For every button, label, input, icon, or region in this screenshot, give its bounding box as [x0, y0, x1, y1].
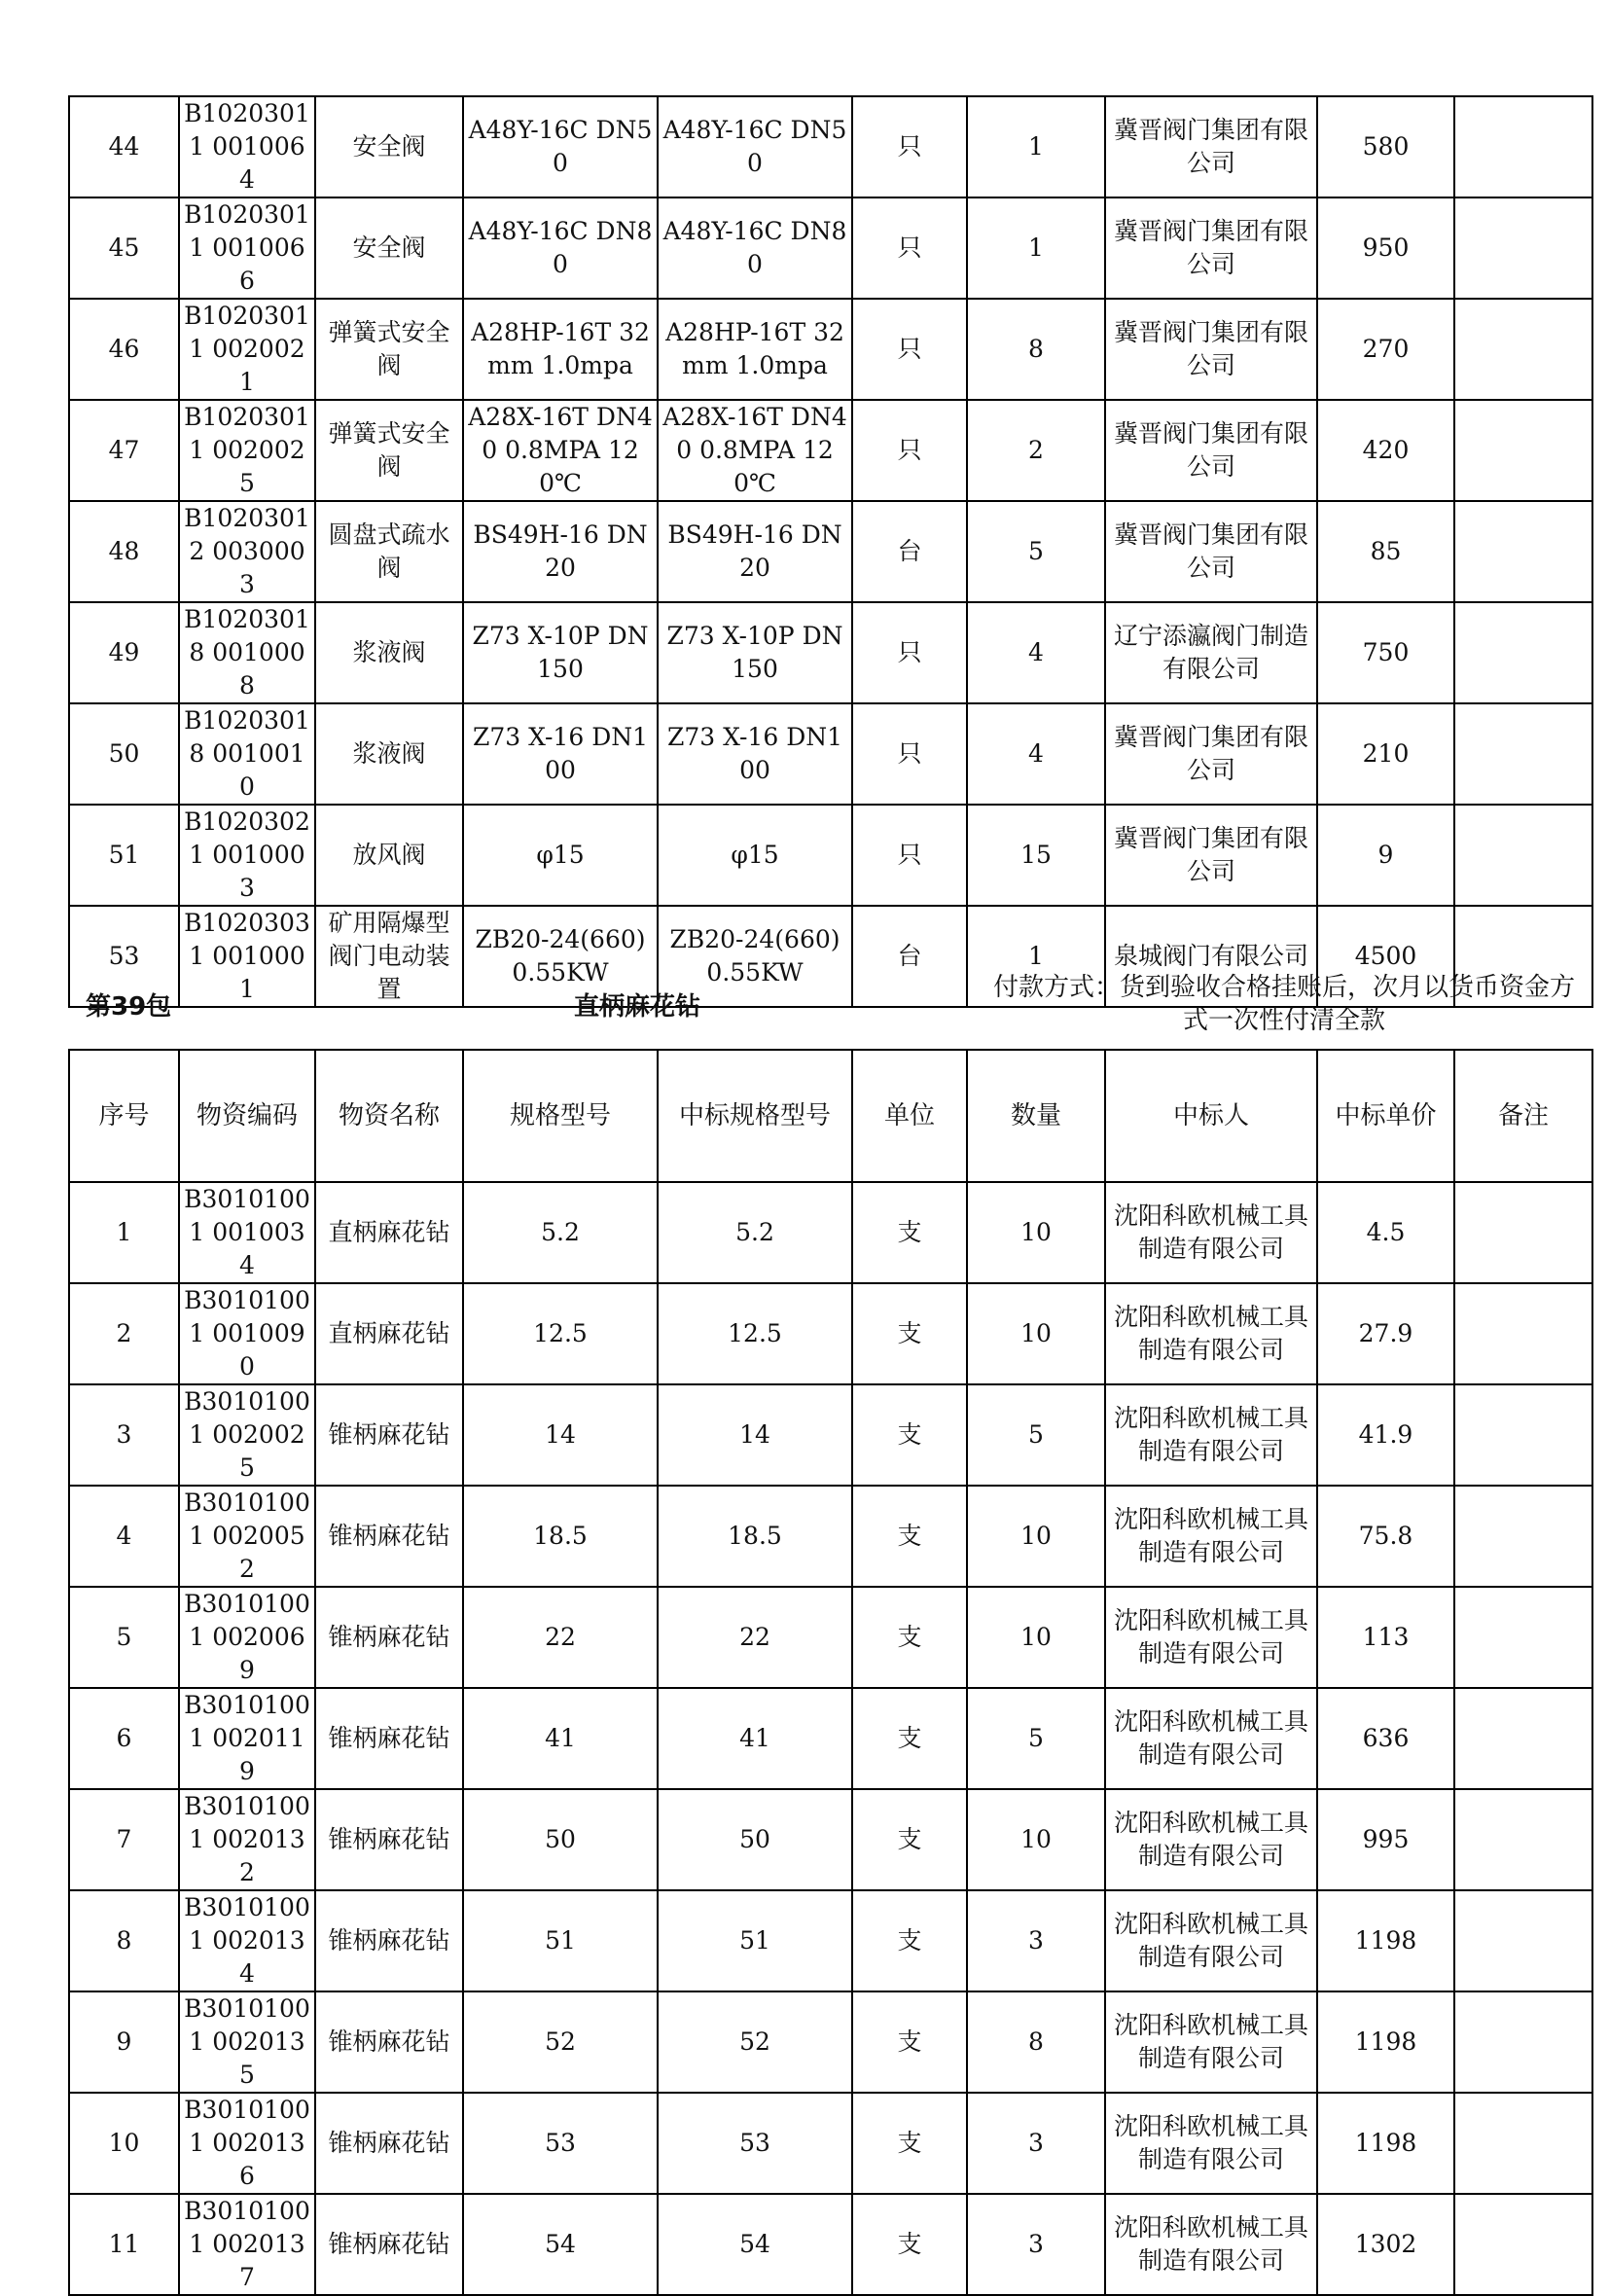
- package-label: 第39包: [86, 992, 172, 1022]
- cell-remark: [1454, 1587, 1592, 1688]
- cell-winner: 沈阳科欧机械工具制造有限公司: [1105, 1587, 1317, 1688]
- cell-no: 53: [69, 906, 179, 1007]
- table-row: [69, 1384, 1592, 1486]
- cell-winner: 沈阳科欧机械工具制造有限公司: [1105, 1384, 1317, 1486]
- cell-price: 1302: [1317, 2194, 1454, 2295]
- header-unit: 单位: [852, 1050, 967, 1182]
- cell-remark: [1454, 1486, 1592, 1587]
- cell-name: 弹簧式安全阀: [315, 299, 463, 400]
- cell-no: 50: [69, 703, 179, 805]
- cell-no: 51: [69, 805, 179, 906]
- cell-qty: 4: [967, 703, 1105, 805]
- cell-no: 9: [69, 1991, 179, 2093]
- cell-winner: 辽宁添瀛阀门制造有限公司: [1105, 602, 1317, 703]
- cell-unit: 只: [852, 602, 967, 703]
- table-row: [69, 602, 1592, 703]
- cell-unit: 台: [852, 906, 967, 1007]
- cell-spec: A48Y-16C DN80: [463, 197, 658, 299]
- cell-remark: [1454, 703, 1592, 805]
- cell-name: 矿用隔爆型阀门电动装置: [315, 906, 463, 1007]
- cell-price: 113: [1317, 1587, 1454, 1688]
- cell-spec: 18.5: [463, 1486, 658, 1587]
- cell-price: 636: [1317, 1688, 1454, 1789]
- header-winner: 中标人: [1105, 1050, 1317, 1182]
- cell-code: B10203021 0010003: [179, 805, 315, 906]
- cell-bid-spec: Z73 X-16 DN100: [658, 703, 852, 805]
- table-row: [69, 1789, 1592, 1890]
- cell-qty: 8: [967, 1991, 1105, 2093]
- cell-spec: 50: [463, 1789, 658, 1890]
- cell-spec: 5.2: [463, 1182, 658, 1283]
- table-row: [69, 96, 1592, 197]
- cell-no: 11: [69, 2194, 179, 2295]
- cell-name: 锥柄麻花钻: [315, 1486, 463, 1587]
- cell-bid-spec: 53: [658, 2093, 852, 2194]
- cell-winner: 冀晋阀门集团有限公司: [1105, 400, 1317, 501]
- cell-spec: 53: [463, 2093, 658, 2194]
- cell-code: B30101001 0020136: [179, 2093, 315, 2194]
- cell-winner: 泉城阀门有限公司: [1105, 906, 1317, 1007]
- cell-qty: 5: [967, 501, 1105, 602]
- cell-name: 放风阀: [315, 805, 463, 906]
- table-row: [69, 2194, 1592, 2295]
- cell-remark: [1454, 1384, 1592, 1486]
- table-row: [69, 1486, 1592, 1587]
- table-row: [69, 1182, 1592, 1283]
- cell-bid-spec: 5.2: [658, 1182, 852, 1283]
- cell-winner: 沈阳科欧机械工具制造有限公司: [1105, 1991, 1317, 2093]
- cell-unit: 支: [852, 1182, 967, 1283]
- cell-price: 75.8: [1317, 1486, 1454, 1587]
- cell-bid-spec: A28HP-16T 32mm 1.0mpa: [658, 299, 852, 400]
- cell-spec: 12.5: [463, 1283, 658, 1384]
- cell-bid-spec: φ15: [658, 805, 852, 906]
- cell-code: B30101001 0010090: [179, 1283, 315, 1384]
- cell-remark: [1454, 197, 1592, 299]
- header-bid-spec: 中标规格型号: [658, 1050, 852, 1182]
- cell-qty: 4: [967, 602, 1105, 703]
- cell-code: B10203018 0010008: [179, 602, 315, 703]
- cell-unit: 支: [852, 1384, 967, 1486]
- cell-code: B30101001 0020132: [179, 1789, 315, 1890]
- table-row: [69, 1688, 1592, 1789]
- cell-remark: [1454, 805, 1592, 906]
- cell-price: 4500: [1317, 906, 1454, 1007]
- cell-spec: 14: [463, 1384, 658, 1486]
- cell-winner: 沈阳科欧机械工具制造有限公司: [1105, 1789, 1317, 1890]
- cell-no: 7: [69, 1789, 179, 1890]
- table-row: [69, 1587, 1592, 1688]
- cell-name: 圆盘式疏水阀: [315, 501, 463, 602]
- cell-unit: 支: [852, 2194, 967, 2295]
- cell-no: 5: [69, 1587, 179, 1688]
- header-spec: 规格型号: [463, 1050, 658, 1182]
- table-row: [69, 1890, 1592, 1991]
- header-price: 中标单价: [1317, 1050, 1454, 1182]
- table-row: [69, 400, 1592, 501]
- cell-remark: [1454, 1890, 1592, 1991]
- cell-unit: 支: [852, 1991, 967, 2093]
- cell-name: 锥柄麻花钻: [315, 2194, 463, 2295]
- cell-price: 995: [1317, 1789, 1454, 1890]
- cell-price: 270: [1317, 299, 1454, 400]
- cell-price: 210: [1317, 703, 1454, 805]
- cell-name: 安全阀: [315, 197, 463, 299]
- cell-winner: 冀晋阀门集团有限公司: [1105, 805, 1317, 906]
- table-row: [69, 1283, 1592, 1384]
- cell-remark: [1454, 602, 1592, 703]
- cell-remark: [1454, 1789, 1592, 1890]
- header-remark: 备注: [1454, 1050, 1592, 1182]
- cell-winner: 沈阳科欧机械工具制造有限公司: [1105, 1486, 1317, 1587]
- cell-no: 45: [69, 197, 179, 299]
- cell-qty: 10: [967, 1587, 1105, 1688]
- cell-name: 安全阀: [315, 96, 463, 197]
- cell-qty: 10: [967, 1182, 1105, 1283]
- cell-code: B10203011 0020025: [179, 400, 315, 501]
- cell-code: B10203011 0010064: [179, 96, 315, 197]
- header-no: 序号: [69, 1050, 179, 1182]
- cell-qty: 8: [967, 299, 1105, 400]
- cell-name: 浆液阀: [315, 602, 463, 703]
- cell-code: B30101001 0020119: [179, 1688, 315, 1789]
- cell-bid-spec: ZB20-24(660)0.55KW: [658, 906, 852, 1007]
- cell-spec: ZB20-24(660)0.55KW: [463, 906, 658, 1007]
- cell-no: 10: [69, 2093, 179, 2194]
- cell-unit: 只: [852, 197, 967, 299]
- cell-unit: 支: [852, 1688, 967, 1789]
- cell-spec: 51: [463, 1890, 658, 1991]
- table-row: [69, 703, 1592, 805]
- cell-price: 1198: [1317, 2093, 1454, 2194]
- cell-qty: 1: [967, 906, 1105, 1007]
- cell-winner: 沈阳科欧机械工具制造有限公司: [1105, 2093, 1317, 2194]
- cell-unit: 只: [852, 96, 967, 197]
- cell-winner: 沈阳科欧机械工具制造有限公司: [1105, 2194, 1317, 2295]
- cell-name: 直柄麻花钻: [315, 1283, 463, 1384]
- cell-qty: 3: [967, 1890, 1105, 1991]
- cell-name: 直柄麻花钻: [315, 1182, 463, 1283]
- cell-qty: 1: [967, 96, 1105, 197]
- cell-code: B10203018 0010010: [179, 703, 315, 805]
- cell-winner: 沈阳科欧机械工具制造有限公司: [1105, 1890, 1317, 1991]
- cell-unit: 支: [852, 2093, 967, 2194]
- table-row: [69, 1991, 1592, 2093]
- cell-winner: 冀晋阀门集团有限公司: [1105, 197, 1317, 299]
- cell-qty: 10: [967, 1789, 1105, 1890]
- cell-qty: 3: [967, 2194, 1105, 2295]
- cell-name: 浆液阀: [315, 703, 463, 805]
- cell-bid-spec: BS49H-16 DN20: [658, 501, 852, 602]
- cell-remark: [1454, 2093, 1592, 2194]
- cell-price: 1198: [1317, 1991, 1454, 2093]
- cell-qty: 3: [967, 2093, 1105, 2194]
- cell-name: 锥柄麻花钻: [315, 1384, 463, 1486]
- cell-price: 85: [1317, 501, 1454, 602]
- cell-qty: 1: [967, 197, 1105, 299]
- cell-unit: 支: [852, 1890, 967, 1991]
- cell-code: B30101001 0020052: [179, 1486, 315, 1587]
- payment-terms: 付款方式：货到验收合格挂账后，次月以货币资金方式一次性付清全款: [992, 973, 1575, 1035]
- table-header-row: [69, 1050, 1592, 1182]
- cell-no: 48: [69, 501, 179, 602]
- cell-code: B10203011 0010066: [179, 197, 315, 299]
- cell-bid-spec: Z73 X-10P DN150: [658, 602, 852, 703]
- cell-bid-spec: 14: [658, 1384, 852, 1486]
- drill-table: [68, 1049, 1593, 2296]
- header-code: 物资编码: [179, 1050, 315, 1182]
- cell-spec: BS49H-16 DN20: [463, 501, 658, 602]
- cell-unit: 支: [852, 1486, 967, 1587]
- cell-qty: 2: [967, 400, 1105, 501]
- header-name: 物资名称: [315, 1050, 463, 1182]
- cell-spec: A28X-16T DN40 0.8MPA 120℃: [463, 400, 658, 501]
- cell-bid-spec: 54: [658, 2194, 852, 2295]
- cell-price: 420: [1317, 400, 1454, 501]
- cell-remark: [1454, 1688, 1592, 1789]
- cell-no: 46: [69, 299, 179, 400]
- cell-bid-spec: A48Y-16C DN50: [658, 96, 852, 197]
- cell-unit: 只: [852, 400, 967, 501]
- cell-bid-spec: 52: [658, 1991, 852, 2093]
- cell-no: 47: [69, 400, 179, 501]
- cell-code: B10203012 0030003: [179, 501, 315, 602]
- cell-unit: 只: [852, 805, 967, 906]
- cell-price: 580: [1317, 96, 1454, 197]
- cell-spec: Z73 X-16 DN100: [463, 703, 658, 805]
- cell-name: 弹簧式安全阀: [315, 400, 463, 501]
- cell-bid-spec: 18.5: [658, 1486, 852, 1587]
- cell-code: B30101001 0020069: [179, 1587, 315, 1688]
- cell-qty: 15: [967, 805, 1105, 906]
- cell-spec: 41: [463, 1688, 658, 1789]
- cell-name: 锥柄麻花钻: [315, 1587, 463, 1688]
- cell-price: 1198: [1317, 1890, 1454, 1991]
- cell-price: 9: [1317, 805, 1454, 906]
- cell-no: 2: [69, 1283, 179, 1384]
- package-title: 直柄麻花钻: [574, 992, 701, 1022]
- cell-bid-spec: 50: [658, 1789, 852, 1890]
- cell-no: 4: [69, 1486, 179, 1587]
- cell-name: 锥柄麻花钻: [315, 1789, 463, 1890]
- cell-unit: 只: [852, 703, 967, 805]
- cell-winner: 沈阳科欧机械工具制造有限公司: [1105, 1688, 1317, 1789]
- cell-name: 锥柄麻花钻: [315, 2093, 463, 2194]
- cell-price: 41.9: [1317, 1384, 1454, 1486]
- cell-winner: 沈阳科欧机械工具制造有限公司: [1105, 1283, 1317, 1384]
- cell-winner: 冀晋阀门集团有限公司: [1105, 703, 1317, 805]
- table-row: [69, 2093, 1592, 2194]
- cell-remark: [1454, 400, 1592, 501]
- cell-code: B30101001 0020025: [179, 1384, 315, 1486]
- cell-bid-spec: 41: [658, 1688, 852, 1789]
- cell-spec: 52: [463, 1991, 658, 2093]
- cell-price: 750: [1317, 602, 1454, 703]
- cell-name: 锥柄麻花钻: [315, 1890, 463, 1991]
- valve-table: [68, 95, 1593, 1008]
- cell-no: 44: [69, 96, 179, 197]
- cell-bid-spec: A48Y-16C DN80: [658, 197, 852, 299]
- cell-no: 49: [69, 602, 179, 703]
- cell-remark: [1454, 299, 1592, 400]
- cell-code: B30101001 0020135: [179, 1991, 315, 2093]
- cell-code: B10203011 0020021: [179, 299, 315, 400]
- cell-remark: [1454, 1182, 1592, 1283]
- cell-unit: 支: [852, 1789, 967, 1890]
- table-row: [69, 299, 1592, 400]
- cell-price: 4.5: [1317, 1182, 1454, 1283]
- cell-code: B30101001 0010034: [179, 1182, 315, 1283]
- cell-unit: 支: [852, 1587, 967, 1688]
- cell-remark: [1454, 501, 1592, 602]
- cell-qty: 5: [967, 1384, 1105, 1486]
- table-row: [69, 501, 1592, 602]
- cell-no: 1: [69, 1182, 179, 1283]
- cell-unit: 支: [852, 1283, 967, 1384]
- cell-bid-spec: 22: [658, 1587, 852, 1688]
- table-row: [69, 805, 1592, 906]
- cell-winner: 沈阳科欧机械工具制造有限公司: [1105, 1182, 1317, 1283]
- cell-remark: [1454, 96, 1592, 197]
- cell-remark: [1454, 2194, 1592, 2295]
- header-qty: 数量: [967, 1050, 1105, 1182]
- cell-winner: 冀晋阀门集团有限公司: [1105, 299, 1317, 400]
- cell-qty: 10: [967, 1283, 1105, 1384]
- cell-spec: φ15: [463, 805, 658, 906]
- cell-no: 8: [69, 1890, 179, 1991]
- cell-remark: [1454, 1283, 1592, 1384]
- cell-spec: Z73 X-10P DN150: [463, 602, 658, 703]
- cell-winner: 冀晋阀门集团有限公司: [1105, 501, 1317, 602]
- cell-unit: 台: [852, 501, 967, 602]
- cell-code: B10203031 0010001: [179, 906, 315, 1007]
- cell-remark: [1454, 1991, 1592, 2093]
- cell-name: 锥柄麻花钻: [315, 1688, 463, 1789]
- cell-bid-spec: A28X-16T DN40 0.8MPA 120℃: [658, 400, 852, 501]
- cell-code: B30101001 0020134: [179, 1890, 315, 1991]
- cell-price: 27.9: [1317, 1283, 1454, 1384]
- cell-bid-spec: 51: [658, 1890, 852, 1991]
- cell-no: 6: [69, 1688, 179, 1789]
- cell-spec: 54: [463, 2194, 658, 2295]
- cell-code: B30101001 0020137: [179, 2194, 315, 2295]
- cell-unit: 只: [852, 299, 967, 400]
- cell-spec: A48Y-16C DN50: [463, 96, 658, 197]
- cell-spec: 22: [463, 1587, 658, 1688]
- cell-name: 锥柄麻花钻: [315, 1991, 463, 2093]
- cell-qty: 10: [967, 1486, 1105, 1587]
- cell-spec: A28HP-16T 32mm 1.0mpa: [463, 299, 658, 400]
- cell-no: 3: [69, 1384, 179, 1486]
- table-row: [69, 197, 1592, 299]
- cell-bid-spec: 12.5: [658, 1283, 852, 1384]
- cell-qty: 5: [967, 1688, 1105, 1789]
- cell-winner: 冀晋阀门集团有限公司: [1105, 96, 1317, 197]
- cell-price: 950: [1317, 197, 1454, 299]
